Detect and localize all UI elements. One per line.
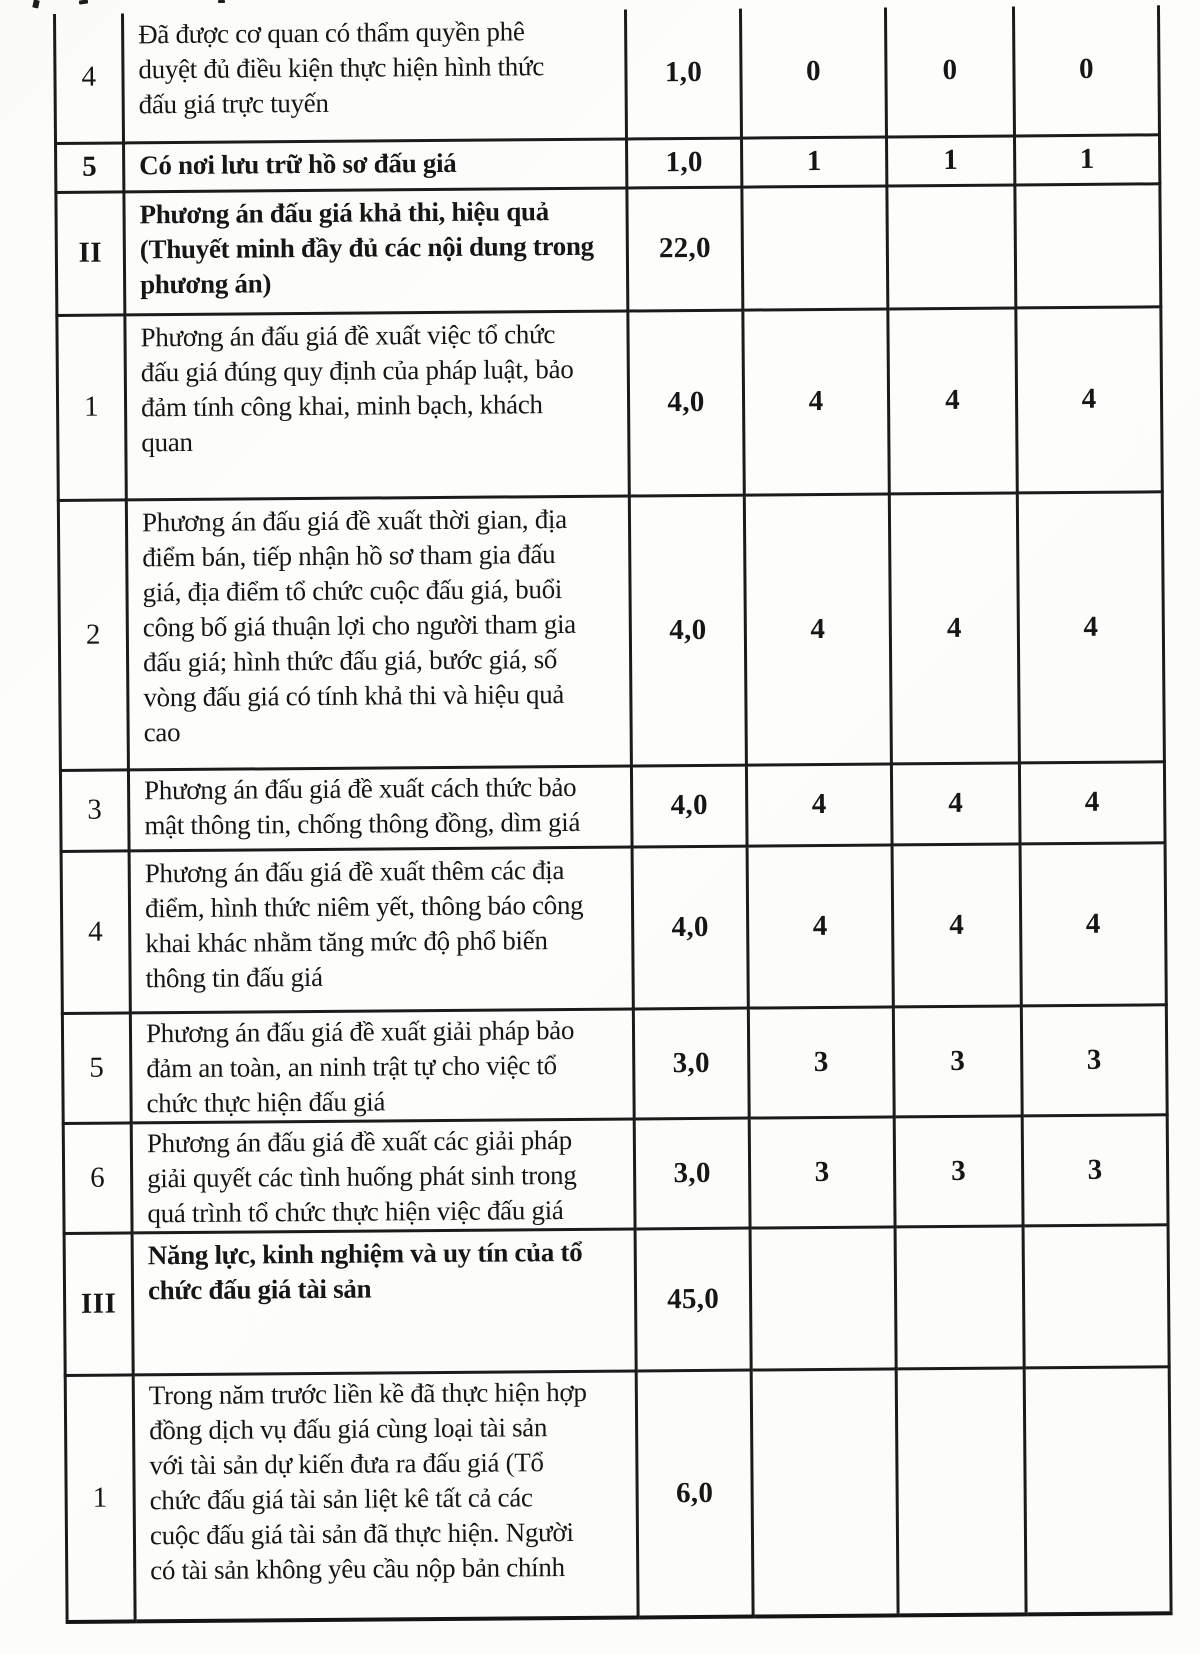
max-points-cell: 6,0 — [636, 1370, 753, 1618]
evaluation-table-wrapper — [53, 5, 1170, 1624]
score3-cell: 4 — [1020, 842, 1166, 1005]
table-row — [57, 306, 1162, 500]
row-number-cell: 1 — [57, 314, 126, 500]
score2-cell: 4 — [892, 843, 1021, 1006]
score2-cell: 4 — [888, 307, 1017, 493]
row-number-cell: 1 — [65, 1374, 135, 1622]
row-number-cell: 4 — [54, 13, 123, 143]
score2-cell: 4 — [889, 492, 1019, 763]
table-row — [62, 1004, 1167, 1123]
score2-cell: 3 — [894, 1115, 1023, 1226]
criteria-cell: Phương án đấu giá đề xuất thời gian, địa điểm bán, tiếp nhận hồ sơ tham gia đấu giá, địa điểm tổ chức cuộc đấu giá, buổi công bố giá thuận lợi cho người tham gia đấu giá; hình thức đấu giá, bước giá, số vòng đấu giá có tính khả thi và hiệu quả cao — [126, 495, 631, 769]
score3-cell: 4 — [1016, 306, 1162, 492]
score2-cell: 4 — [891, 762, 1020, 844]
table-row — [56, 183, 1161, 315]
table-row — [61, 842, 1166, 1013]
row-number-cell: II — [56, 191, 125, 315]
score1-cell: 4 — [744, 493, 891, 764]
criteria-cell: Phương án đấu giá đề xuất thêm các địa điểm, hình thức niêm yết, thông báo công khai khác nhằm tăng mức độ phổ biến thông tin đấu giá — [129, 846, 633, 1012]
score3-cell: 3 — [1021, 1004, 1167, 1115]
criteria-cell: Phương án đấu giá đề xuất cách thức bảo mật thông tin, chống thông đồng, dìm giá — [128, 765, 632, 850]
table-row — [64, 1224, 1169, 1375]
max-points-cell: 1,0 — [625, 9, 741, 139]
score3-cell — [1023, 1224, 1169, 1367]
row-number-cell: 4 — [61, 850, 130, 1013]
score3-cell: 0 — [1013, 5, 1159, 135]
table-row — [54, 5, 1159, 143]
row-number-cell: 2 — [58, 499, 128, 770]
max-points-cell: 22,0 — [627, 187, 743, 311]
evaluation-table — [53, 5, 1173, 1624]
criteria-cell: Có nơi lưu trữ hồ sơ đấu giá — [124, 138, 627, 191]
score2-cell: 1 — [886, 135, 1014, 185]
max-points-cell: 3,0 — [633, 1008, 749, 1119]
score1-cell: 3 — [749, 1116, 895, 1227]
score2-cell: 0 — [885, 6, 1014, 136]
score1-cell: 4 — [743, 308, 889, 494]
criteria-cell: Phương án đấu giá đề xuất các giải pháp giải quyết các tình huống phát sinh trong quá trình tổ chức thực hiện việc đấu giá — [131, 1118, 635, 1232]
score1-cell: 1 — [741, 136, 886, 186]
table-row — [65, 1366, 1171, 1622]
criteria-cell: Trong năm trước liền kề đã thực hiện hợp đồng dịch vụ đấu giá cùng loại tài sản với tài sản dự kiến đưa ra đấu giá (Tổ chức đấu giá tài sản liệt kê tất cả các cuộc đấu giá tài sản đã thực hiện. Người có tài sản không yêu cầu nộp bản chính — [133, 1370, 638, 1621]
table-row — [63, 1114, 1168, 1233]
score3-cell: 4 — [1019, 761, 1165, 843]
score2-cell — [896, 1367, 1026, 1615]
score3-cell: 1 — [1014, 134, 1159, 184]
max-points-cell: 4,0 — [629, 495, 746, 766]
score2-cell — [887, 184, 1016, 308]
row-number-cell: 6 — [63, 1122, 132, 1233]
score1-cell — [751, 1368, 898, 1616]
score2-cell — [895, 1225, 1024, 1368]
criteria-cell: Năng lực, kinh nghiệm và uy tín của tổ chức đấu giá tài sản — [132, 1228, 636, 1374]
max-points-cell: 4,0 — [628, 310, 744, 496]
criteria-cell: Đã được cơ quan có thẩm quyền phê duyệt đủ điều kiện thực hiện hình thức đấu giá trực tuyến — [122, 10, 626, 143]
score1-cell: 0 — [740, 7, 886, 137]
row-number-cell: III — [64, 1232, 133, 1375]
max-points-cell: 3,0 — [634, 1118, 750, 1229]
table-row — [56, 134, 1160, 192]
score3-cell — [1024, 1366, 1171, 1614]
score1-cell: 4 — [747, 844, 893, 1007]
criteria-cell: Phương án đấu giá đề xuất giải pháp bảo đảm an toàn, an ninh trật tự cho việc tổ chức thực hiện đấu giá — [130, 1008, 634, 1122]
table-row — [60, 761, 1165, 851]
row-number-cell: 3 — [60, 769, 129, 851]
row-number-cell: 5 — [62, 1012, 131, 1123]
score3-cell: 3 — [1022, 1114, 1168, 1225]
score1-cell — [742, 185, 888, 309]
score1-cell: 3 — [748, 1006, 894, 1117]
max-points-cell: 1,0 — [626, 138, 741, 188]
max-points-cell: 45,0 — [635, 1228, 751, 1371]
table-row — [58, 491, 1164, 770]
score2-cell: 3 — [893, 1005, 1022, 1116]
score3-cell: 4 — [1017, 491, 1164, 762]
score3-cell — [1015, 183, 1161, 307]
score1-cell: 4 — [746, 763, 892, 845]
score1-cell — [750, 1226, 896, 1369]
max-points-cell: 4,0 — [631, 765, 747, 847]
criteria-cell: Phương án đấu giá đề xuất việc tổ chức đấu giá đúng quy định của pháp luật, bảo đảm tính công khai, minh bạch, khách quan — [125, 310, 629, 499]
row-number-cell: 5 — [56, 142, 124, 192]
max-points-cell: 4,0 — [632, 846, 748, 1009]
scan-artifact — [218, 0, 225, 3]
criteria-cell: Phương án đấu giá khả thi, hiệu quả (Thuyết minh đầy đủ các nội dung trong phương án) — [124, 187, 628, 314]
